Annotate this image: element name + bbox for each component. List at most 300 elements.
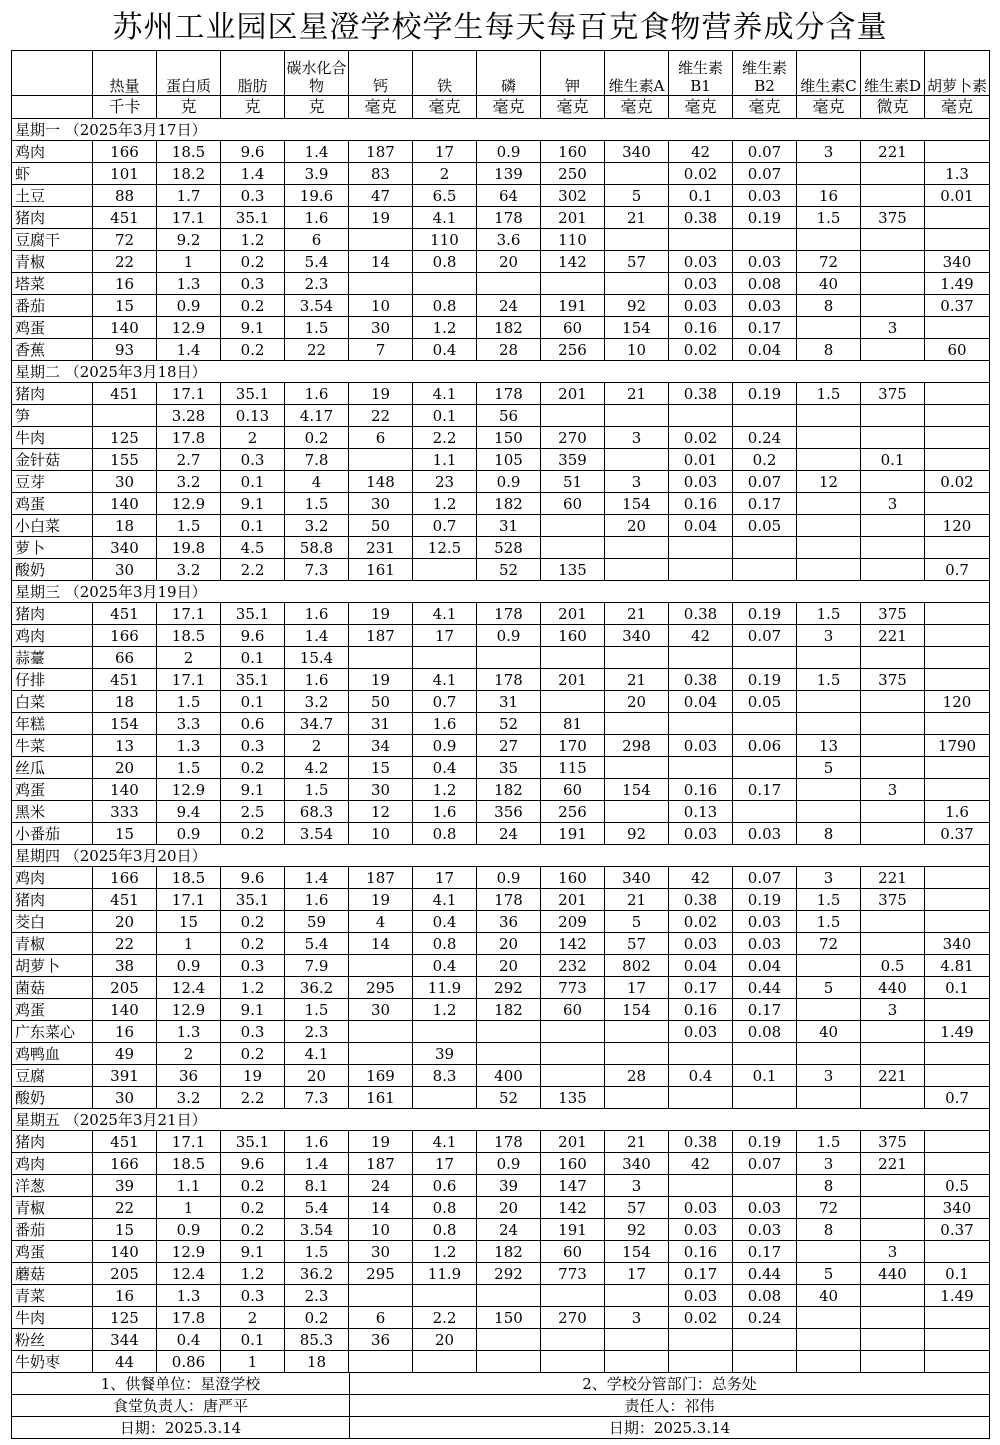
nutrient-value: 451 [93, 207, 157, 229]
nutrient-value: 64 [477, 185, 541, 207]
nutrient-value: 4.1 [413, 669, 477, 691]
nutrient-value [925, 1241, 990, 1263]
nutrient-value: 773 [541, 977, 605, 999]
nutrient-value: 375 [861, 207, 925, 229]
nutrient-value: 30 [349, 493, 413, 515]
nutrient-value: 0.7 [413, 691, 477, 713]
day-label: 星期一 （2025年3月17日） [12, 119, 990, 141]
nutrient-value: 1.5 [797, 603, 861, 625]
nutrient-value [541, 273, 605, 295]
nutrient-value [861, 273, 925, 295]
food-row [12, 999, 990, 1021]
nutrient-value: 0.03 [669, 1285, 733, 1307]
food-row [12, 559, 990, 581]
nutrient-value: 12.5 [413, 537, 477, 559]
nutrient-value: 191 [541, 1219, 605, 1241]
nutrient-value: 0.1 [733, 1065, 797, 1087]
nutrient-value: 182 [477, 493, 541, 515]
nutrient-value: 30 [349, 999, 413, 1021]
nutrient-value [861, 801, 925, 823]
nutrient-value [733, 647, 797, 669]
nutrient-value: 17 [413, 1153, 477, 1175]
nutrient-value: 1.6 [413, 713, 477, 735]
nutrient-value: 36.2 [285, 1263, 349, 1285]
nutrient-value: 0.8 [413, 1197, 477, 1219]
food-row [12, 669, 990, 691]
column-header: 胡萝卜素 [925, 51, 990, 96]
nutrient-value: 0.03 [669, 1197, 733, 1219]
nutrient-value: 3.6 [477, 229, 541, 251]
nutrient-value: 36 [157, 1065, 221, 1087]
nutrient-value: 3.2 [285, 515, 349, 537]
column-unit: 克 [157, 96, 221, 119]
nutrient-value: 1.6 [285, 383, 349, 405]
day-label: 星期四 （2025年3月20日） [12, 845, 990, 867]
nutrient-value [861, 933, 925, 955]
nutrient-value: 40 [797, 1021, 861, 1043]
nutrient-value: 1.4 [157, 339, 221, 361]
nutrient-value [925, 999, 990, 1021]
nutrient-value: 135 [541, 1087, 605, 1109]
nutrient-value: 38 [93, 955, 157, 977]
nutrient-value: 0.1 [669, 185, 733, 207]
column-header [12, 51, 93, 96]
nutrient-value: 21 [605, 603, 669, 625]
food-row [12, 163, 990, 185]
nutrient-value: 15 [93, 1219, 157, 1241]
nutrient-value: 0.04 [669, 955, 733, 977]
nutrient-value [925, 141, 990, 163]
food-row [12, 1329, 990, 1351]
nutrient-value: 15 [93, 823, 157, 845]
nutrient-value [797, 779, 861, 801]
nutrient-value: 221 [861, 1065, 925, 1087]
nutrient-value: 22 [285, 339, 349, 361]
nutrient-value: 72 [797, 1197, 861, 1219]
nutrient-value: 0.02 [669, 1307, 733, 1329]
nutrient-value: 333 [93, 801, 157, 823]
nutrient-value: 2 [221, 427, 285, 449]
nutrient-value: 0.03 [733, 933, 797, 955]
nutrient-value: 169 [349, 1065, 413, 1087]
nutrient-value: 0.01 [669, 449, 733, 471]
nutrient-value: 375 [861, 1131, 925, 1153]
food-row [12, 449, 990, 471]
nutrient-value: 8.3 [413, 1065, 477, 1087]
nutrient-value [413, 647, 477, 669]
nutrient-value: 1.5 [157, 691, 221, 713]
column-header: 维生素C [797, 51, 861, 96]
nutrient-value: 340 [605, 867, 669, 889]
nutrient-value: 10 [349, 295, 413, 317]
nutrient-value: 166 [93, 1153, 157, 1175]
nutrient-value: 0.08 [733, 1285, 797, 1307]
nutrient-value: 0.04 [733, 339, 797, 361]
nutrient-value: 15.4 [285, 647, 349, 669]
nutrient-value [797, 427, 861, 449]
nutrient-value: 0.03 [669, 273, 733, 295]
nutrient-value [797, 449, 861, 471]
nutrient-value [797, 999, 861, 1021]
nutrient-value: 0.9 [157, 955, 221, 977]
nutrient-value [797, 163, 861, 185]
nutrient-value: 9.6 [221, 625, 285, 647]
food-name: 虾 [12, 163, 93, 185]
nutrient-value: 7.8 [285, 449, 349, 471]
nutrient-value: 5.4 [285, 933, 349, 955]
column-unit: 毫克 [413, 96, 477, 119]
food-row [12, 1087, 990, 1109]
nutrient-value: 201 [541, 669, 605, 691]
nutrient-value: 19 [349, 889, 413, 911]
nutrient-value: 340 [925, 933, 990, 955]
nutrient-value: 0.1 [221, 647, 285, 669]
food-name: 青椒 [12, 1197, 93, 1219]
nutrient-value: 1.3 [157, 1285, 221, 1307]
nutrient-value: 1.2 [413, 1241, 477, 1263]
nutrient-value: 42 [669, 625, 733, 647]
nutrient-value [925, 911, 990, 933]
day-header-row [12, 361, 990, 383]
food-name: 牛肉 [12, 427, 93, 449]
nutrient-value: 0.38 [669, 1131, 733, 1153]
nutrient-value: 1 [157, 1197, 221, 1219]
nutrient-value: 0.8 [413, 251, 477, 273]
nutrient-value: 3.54 [285, 295, 349, 317]
nutrient-value: 15 [93, 295, 157, 317]
nutrient-value: 0.07 [733, 867, 797, 889]
nutrient-value: 0.17 [669, 1263, 733, 1285]
column-unit: 毫克 [477, 96, 541, 119]
nutrient-value [861, 1307, 925, 1329]
nutrient-value: 0.38 [669, 207, 733, 229]
food-row [12, 141, 990, 163]
food-name: 笋 [12, 405, 93, 427]
nutrient-value [925, 449, 990, 471]
nutrient-value: 1.5 [157, 757, 221, 779]
nutrient-value: 0.02 [669, 427, 733, 449]
nutrient-value: 4.5 [221, 537, 285, 559]
nutrient-value: 451 [93, 603, 157, 625]
nutrient-value: 0.17 [733, 999, 797, 1021]
nutrient-value: 0.9 [157, 295, 221, 317]
nutrient-value: 18.5 [157, 625, 221, 647]
nutrient-value: 1.2 [413, 999, 477, 1021]
nutrient-value: 0.02 [925, 471, 990, 493]
nutrient-value: 0.1 [413, 405, 477, 427]
nutrient-value: 0.1 [221, 471, 285, 493]
nutrient-value: 9.6 [221, 141, 285, 163]
nutrient-value: 201 [541, 889, 605, 911]
nutrient-value: 154 [605, 317, 669, 339]
nutrient-value: 0.8 [413, 823, 477, 845]
nutrient-value [349, 955, 413, 977]
nutrient-value: 49 [93, 1043, 157, 1065]
nutrient-value [861, 163, 925, 185]
nutrient-value: 0.03 [669, 1219, 733, 1241]
nutrient-value: 0.16 [669, 779, 733, 801]
nutrient-value: 20 [477, 933, 541, 955]
nutrient-value: 0.2 [285, 427, 349, 449]
nutrient-value: 2.5 [221, 801, 285, 823]
nutrient-value: 187 [349, 1153, 413, 1175]
nutrient-value: 3 [605, 427, 669, 449]
nutrient-value: 0.2 [221, 1175, 285, 1197]
nutrient-value: 0.1 [861, 449, 925, 471]
nutrient-value: 35.1 [221, 889, 285, 911]
nutrient-value: 93 [93, 339, 157, 361]
food-row [12, 317, 990, 339]
nutrient-value: 356 [477, 801, 541, 823]
nutrient-value: 20 [605, 691, 669, 713]
nutrient-value: 0.01 [925, 185, 990, 207]
nutrient-value: 8 [797, 823, 861, 845]
nutrient-value: 17.8 [157, 427, 221, 449]
nutrient-value: 0.03 [733, 1197, 797, 1219]
nutrient-value: 0.03 [733, 911, 797, 933]
nutrient-value: 155 [93, 449, 157, 471]
column-unit [12, 96, 93, 119]
nutrient-value: 140 [93, 779, 157, 801]
nutrient-value [541, 537, 605, 559]
nutrient-value [925, 1131, 990, 1153]
nutrient-value: 451 [93, 889, 157, 911]
nutrient-value: 83 [349, 163, 413, 185]
nutrient-value: 17.1 [157, 383, 221, 405]
food-row [12, 977, 990, 999]
nutrient-value: 22 [93, 251, 157, 273]
unit-row [12, 96, 990, 119]
nutrient-value: 3 [861, 779, 925, 801]
food-row [12, 757, 990, 779]
nutrient-value [733, 1087, 797, 1109]
food-name: 酸奶 [12, 1087, 93, 1109]
nutrient-value: 0.38 [669, 669, 733, 691]
nutrient-value: 35 [477, 757, 541, 779]
nutrient-value: 3 [797, 141, 861, 163]
nutrient-value: 1.4 [285, 141, 349, 163]
nutrient-value: 85.3 [285, 1329, 349, 1351]
food-name: 豆腐 [12, 1065, 93, 1087]
date-right-label: 日期：2025.3.14 [350, 1417, 990, 1439]
nutrient-value: 0.03 [669, 933, 733, 955]
food-row [12, 911, 990, 933]
nutrient-value: 22 [93, 1197, 157, 1219]
nutrient-value: 0.4 [157, 1329, 221, 1351]
nutrient-value [861, 471, 925, 493]
food-row [12, 1065, 990, 1087]
nutrient-value [861, 185, 925, 207]
nutrient-value: 0.9 [413, 735, 477, 757]
nutrient-value: 27 [477, 735, 541, 757]
nutrient-value: 0.03 [669, 471, 733, 493]
nutrient-value: 160 [541, 625, 605, 647]
nutrient-value: 440 [861, 1263, 925, 1285]
food-row [12, 1351, 990, 1373]
nutrient-value: 92 [605, 823, 669, 845]
food-name: 茭白 [12, 911, 93, 933]
nutrient-value: 0.03 [669, 295, 733, 317]
nutrient-value: 1.2 [221, 229, 285, 251]
nutrient-value: 3 [797, 1065, 861, 1087]
food-name: 小白菜 [12, 515, 93, 537]
nutrient-value: 0.4 [413, 911, 477, 933]
food-row [12, 1153, 990, 1175]
nutrient-value: 30 [93, 559, 157, 581]
nutrient-value: 221 [861, 141, 925, 163]
food-name: 青椒 [12, 933, 93, 955]
day-label: 星期五 （2025年3月21日） [12, 1109, 990, 1131]
nutrient-value: 0.04 [669, 515, 733, 537]
nutrient-value: 60 [541, 779, 605, 801]
nutrient-value: 1.2 [413, 493, 477, 515]
nutrient-value: 0.17 [733, 1241, 797, 1263]
nutrient-value: 40 [797, 1285, 861, 1307]
nutrient-value [797, 493, 861, 515]
nutrient-value [541, 1285, 605, 1307]
nutrient-value: 12.9 [157, 999, 221, 1021]
nutrient-value: 7.3 [285, 1087, 349, 1109]
nutrient-value [733, 757, 797, 779]
nutrient-value: 359 [541, 449, 605, 471]
nutrient-value: 35.1 [221, 603, 285, 625]
nutrient-value: 0.19 [733, 889, 797, 911]
nutrient-value [861, 1219, 925, 1241]
nutrient-value [605, 757, 669, 779]
column-unit: 微克 [861, 96, 925, 119]
food-name: 香蕉 [12, 339, 93, 361]
nutrient-value: 1.5 [285, 779, 349, 801]
nutrient-value: 154 [605, 999, 669, 1021]
column-unit: 千卡 [93, 96, 157, 119]
nutrient-value: 0.03 [669, 1021, 733, 1043]
nutrient-value: 256 [541, 339, 605, 361]
nutrient-value: 3.54 [285, 1219, 349, 1241]
responsible-label: 责任人：祁伟 [350, 1395, 990, 1417]
nutrient-value [925, 757, 990, 779]
nutrient-value: 154 [93, 713, 157, 735]
nutrient-value: 4 [349, 911, 413, 933]
nutrient-value: 1.1 [413, 449, 477, 471]
nutrient-value: 1.6 [285, 669, 349, 691]
nutrient-value: 23 [413, 471, 477, 493]
nutrient-value: 3.54 [285, 823, 349, 845]
nutrient-value: 105 [477, 449, 541, 471]
nutrient-value: 18 [93, 691, 157, 713]
nutrient-value: 0.05 [733, 515, 797, 537]
nutrient-value [605, 1087, 669, 1109]
nutrient-value: 0.3 [221, 449, 285, 471]
nutrient-value: 302 [541, 185, 605, 207]
nutrient-value: 400 [477, 1065, 541, 1087]
nutrient-value: 0.2 [221, 251, 285, 273]
nutrient-value: 12 [797, 471, 861, 493]
nutrient-value: 0.07 [733, 1153, 797, 1175]
supplier-label: 1、供餐单位：星澄学校 [12, 1373, 350, 1395]
food-row [12, 735, 990, 757]
nutrient-value: 18.2 [157, 163, 221, 185]
food-name: 黑米 [12, 801, 93, 823]
nutrient-value: 1.6 [285, 207, 349, 229]
food-row [12, 471, 990, 493]
nutrient-value: 1.5 [797, 1131, 861, 1153]
nutrient-value: 0.2 [733, 449, 797, 471]
nutrient-value [861, 427, 925, 449]
nutrient-value: 10 [349, 1219, 413, 1241]
food-row [12, 1197, 990, 1219]
nutrient-value [669, 1175, 733, 1197]
nutrient-value [861, 405, 925, 427]
nutrient-value: 34 [349, 735, 413, 757]
nutrient-value: 1.5 [285, 999, 349, 1021]
food-name: 猪肉 [12, 207, 93, 229]
nutrient-value: 0.04 [669, 691, 733, 713]
nutrient-value [861, 911, 925, 933]
nutrient-value: 0.38 [669, 603, 733, 625]
food-row [12, 1307, 990, 1329]
nutrient-value: 0.37 [925, 1219, 990, 1241]
nutrient-value: 142 [541, 1197, 605, 1219]
nutrient-value: 9.2 [157, 229, 221, 251]
nutrient-value [733, 537, 797, 559]
nutrient-value [797, 229, 861, 251]
nutrient-value: 6 [349, 427, 413, 449]
nutrient-value: 0.08 [733, 273, 797, 295]
food-row [12, 867, 990, 889]
nutrient-value: 24 [477, 295, 541, 317]
nutrient-value: 120 [925, 515, 990, 537]
nutrient-value [669, 1351, 733, 1373]
nutrient-value: 52 [477, 713, 541, 735]
nutrient-value: 205 [93, 977, 157, 999]
nutrient-value: 3.2 [157, 1087, 221, 1109]
column-unit: 毫克 [797, 96, 861, 119]
nutrient-value [861, 1351, 925, 1373]
nutrient-value: 1790 [925, 735, 990, 757]
nutrient-value [861, 229, 925, 251]
nutrient-value: 0.19 [733, 603, 797, 625]
nutrient-value: 375 [861, 603, 925, 625]
nutrient-value [797, 691, 861, 713]
nutrient-value: 154 [605, 493, 669, 515]
nutrient-value: 2.2 [221, 1087, 285, 1109]
food-row [12, 383, 990, 405]
nutrient-value: 34.7 [285, 713, 349, 735]
nutrient-value: 340 [925, 1197, 990, 1219]
column-header: 脂肪 [221, 51, 285, 96]
nutrient-value: 178 [477, 383, 541, 405]
food-name: 鸡蛋 [12, 1241, 93, 1263]
nutrient-value: 3.2 [285, 691, 349, 713]
nutrient-value: 44 [93, 1351, 157, 1373]
nutrient-value: 2.2 [413, 1307, 477, 1329]
column-unit: 毫克 [669, 96, 733, 119]
nutrient-value [733, 1043, 797, 1065]
nutrient-value [797, 1329, 861, 1351]
nutrient-value: 36.2 [285, 977, 349, 999]
nutrient-value: 0.24 [733, 1307, 797, 1329]
nutrient-value [413, 1285, 477, 1307]
nutrient-value [669, 647, 733, 669]
nutrient-value [861, 647, 925, 669]
nutrient-value [477, 1329, 541, 1351]
column-header: 维生素B1 [669, 51, 733, 96]
nutrient-value [349, 1285, 413, 1307]
nutrient-value [605, 1043, 669, 1065]
nutrient-value: 0.8 [413, 1219, 477, 1241]
nutrient-value: 72 [797, 933, 861, 955]
nutrient-value: 178 [477, 1131, 541, 1153]
